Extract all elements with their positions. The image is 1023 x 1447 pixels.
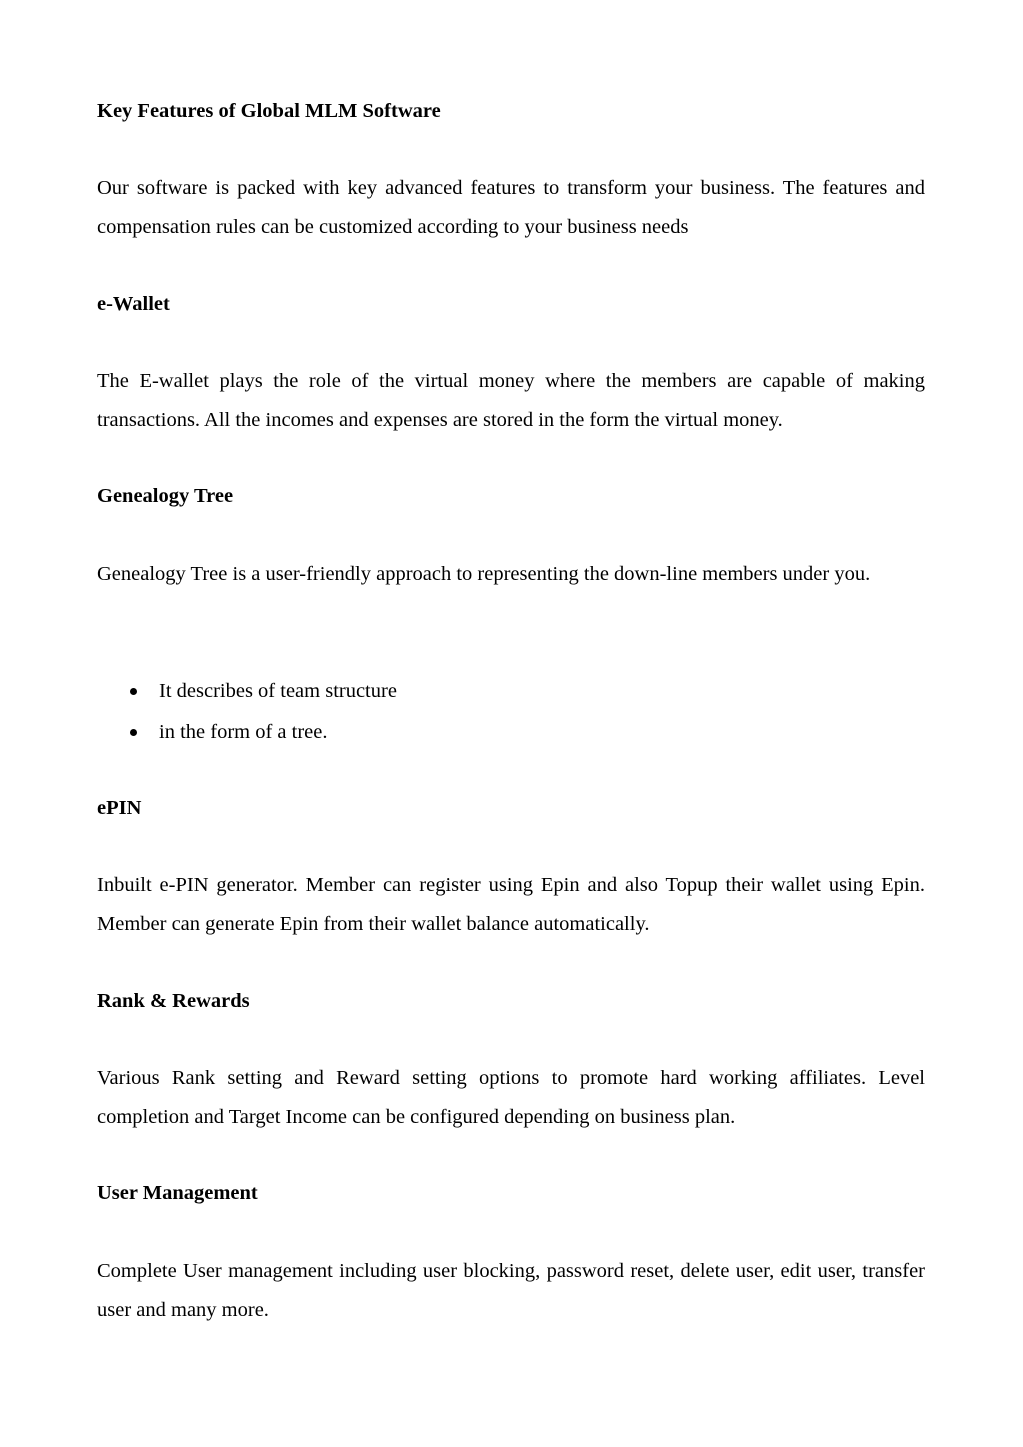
section-heading-user-management: User Management xyxy=(97,1182,258,1204)
bullet-dot-icon xyxy=(130,729,137,736)
list-item-text: in the form of a tree. xyxy=(159,720,328,743)
section-heading-epin: ePIN xyxy=(97,797,142,819)
section-body-genealogy-tree: Genealogy Tree is a user-friendly approach to representing the down-line members under you. xyxy=(97,563,871,585)
section-heading-genealogy-tree: Genealogy Tree xyxy=(97,485,234,507)
section-heading-rank-rewards: Rank & Rewards xyxy=(97,990,250,1012)
list-item xyxy=(97,671,925,712)
section-body-ewallet: The E-wallet plays the role of the virtual money where the members are capable of making transactions. All the incomes and expenses are stored in the form the virtual money. xyxy=(97,370,925,431)
section-body-user-management: Complete User management including user blocking, password reset, delete user, edit user, transfer user and many more. xyxy=(97,1260,925,1321)
section-heading-ewallet: e-Wallet xyxy=(97,293,170,315)
section-body-epin: Inbuilt e-PIN generator. Member can register using Epin and also Topup their wallet using Epin. Member can generate Epin from their wallet balance automatically. xyxy=(97,874,925,935)
list-item xyxy=(97,712,925,753)
intro-paragraph: Our software is packed with key advanced features to transform your business. The features and compensation rules can be customized according to your business needs xyxy=(97,177,925,238)
list-item-text: It describes of team structure xyxy=(159,680,397,702)
document-title: Key Features of Global MLM Software xyxy=(97,100,441,122)
bullet-dot-icon xyxy=(130,688,137,695)
genealogy-bullet-list xyxy=(97,671,925,752)
section-body-rank-rewards: Various Rank setting and Reward setting options to promote hard working affiliates. Level completion and Target Income can be configured depending on business plan. xyxy=(97,1067,925,1128)
